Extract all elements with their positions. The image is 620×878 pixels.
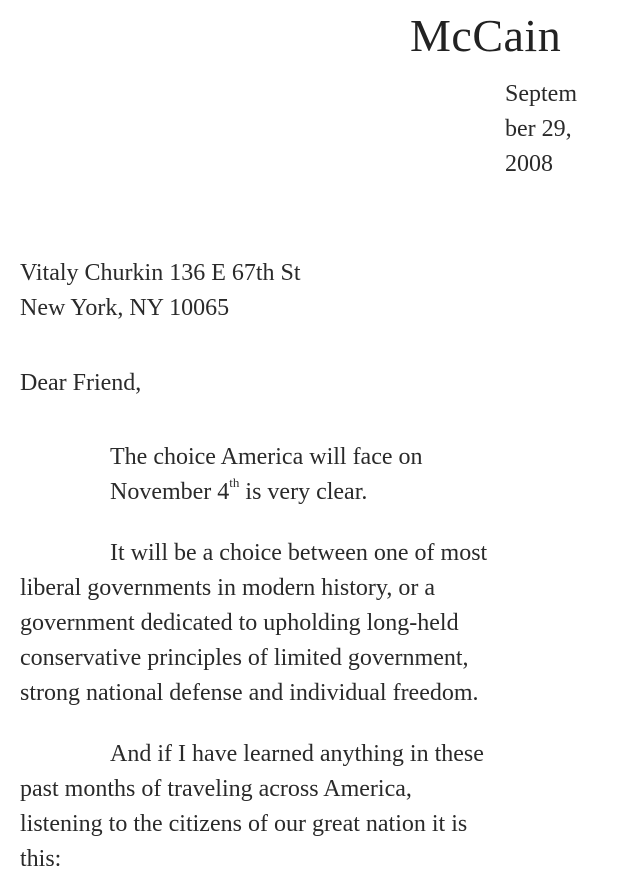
paragraph (110, 440, 600, 510)
date-line: Septem (505, 81, 577, 107)
address-line: Vitaly Churkin 136 E 67th St (20, 260, 301, 286)
paragraph-line: conservative principles of limited government, (20, 645, 469, 671)
ordinal-suffix: th (229, 475, 240, 490)
paragraph-line: government dedicated to upholding long-held (20, 610, 459, 636)
paragraph-line: The choice America will face on (110, 444, 423, 470)
paragraph-line: It will be a choice between one of most (110, 540, 488, 566)
recipient-address (20, 256, 301, 326)
salutation: Dear Friend, (20, 370, 142, 396)
paragraph-text: is very clear. (239, 479, 368, 505)
paragraph-line: this: (20, 846, 62, 872)
paragraph-line: And if I have learned anything in these (110, 741, 484, 767)
date-line: ber 29, (505, 116, 572, 142)
paragraph-line: past months of traveling across America, (20, 776, 412, 802)
paragraph (20, 536, 600, 711)
letter-date (505, 77, 615, 182)
mccain-logo: McCain (410, 10, 562, 61)
address-line: New York, NY 10065 (20, 295, 230, 321)
paragraph-line: liberal governments in modern history, or a (20, 575, 436, 601)
date-line: 2008 (505, 151, 553, 177)
paragraph-line: strong national defense and individual freedom. (20, 680, 479, 706)
paragraph (20, 737, 600, 877)
paragraph-line: listening to the citizens of our great nation it is (20, 811, 468, 837)
paragraph-text: November 4 (110, 479, 230, 505)
letter-body (20, 440, 600, 878)
paragraph-line (110, 475, 600, 510)
